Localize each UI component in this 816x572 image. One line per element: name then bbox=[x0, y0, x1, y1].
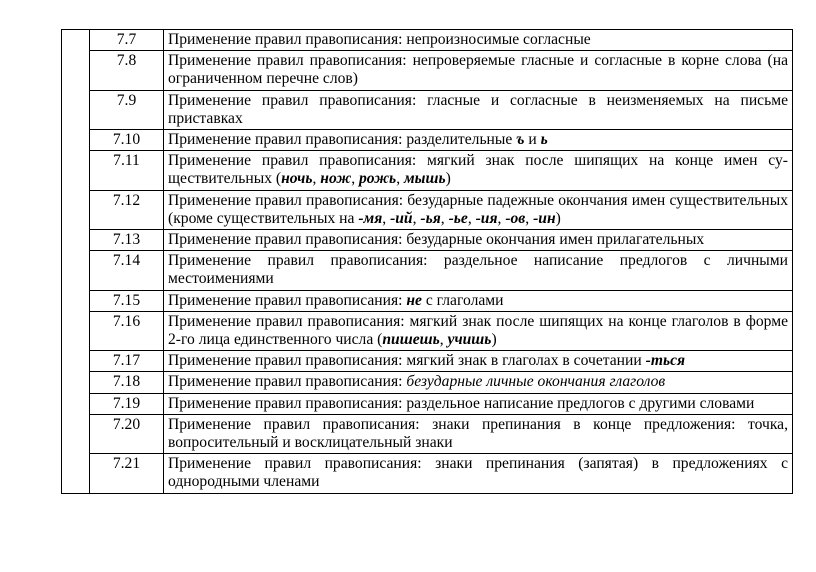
emphasized-text: -ье bbox=[448, 209, 468, 227]
emphasized-text: учишь bbox=[447, 331, 492, 349]
item-description bbox=[164, 130, 793, 151]
emphasized-text: рожь bbox=[359, 170, 397, 188]
description-text: , bbox=[467, 209, 476, 227]
description-text: Применение правил правописания: раздельное написание предлогов с другими словами bbox=[168, 394, 755, 412]
emphasized-text: -ия bbox=[475, 209, 498, 227]
description-text: , bbox=[497, 209, 506, 227]
description-text: и bbox=[524, 131, 541, 149]
table-row bbox=[62, 414, 793, 453]
table-row bbox=[62, 454, 793, 493]
description-text: Применение правил правописания: bbox=[168, 373, 407, 391]
item-number: 7.10 bbox=[90, 130, 164, 151]
item-number: 7.18 bbox=[90, 372, 164, 393]
emphasized-text: безударные личные окончания глаголов bbox=[406, 373, 666, 391]
table-row bbox=[62, 393, 793, 414]
item-number: 7.8 bbox=[90, 51, 164, 90]
description-text: Применение правил правописания: безударные падежные окончания имен существительных (кроме существительных на bbox=[168, 191, 788, 227]
description-text: , bbox=[382, 209, 391, 227]
description-text: Применение правил правописания: знаки препинания (запятая) в предложениях с однородными членами bbox=[168, 455, 788, 491]
emphasized-text: -ться bbox=[645, 352, 686, 370]
emphasized-text: -ов bbox=[505, 209, 526, 227]
table-row bbox=[62, 151, 793, 190]
description-text: с глаголами bbox=[421, 291, 504, 309]
table-row bbox=[62, 230, 793, 251]
description-text: Применение правил правописания: мягкий знак после шипящих на конце глаголов в форме 2-го лица единственного числа ( bbox=[168, 312, 788, 349]
description-text: ) bbox=[445, 170, 451, 188]
description-text: Применение правил правописания: знаки препинания в конце предложения: точка, вопросительный и восклицательный знаки bbox=[168, 415, 788, 452]
item-description bbox=[164, 151, 793, 190]
item-number: 7.17 bbox=[90, 351, 164, 372]
description-text: ) bbox=[491, 331, 497, 349]
table-row bbox=[62, 51, 793, 90]
item-number: 7.16 bbox=[90, 311, 164, 350]
emphasized-text: мышь bbox=[403, 170, 446, 188]
item-description bbox=[164, 230, 793, 251]
emphasized-text: нож bbox=[320, 170, 352, 188]
description-text: Применение правил правописания: гласные и согласные в неизменяемых на письме приставках bbox=[168, 91, 788, 127]
item-number: 7.14 bbox=[90, 251, 164, 290]
item-description bbox=[164, 454, 793, 493]
description-text: Применение правил правописания: безударные окончания имен прилагательных bbox=[168, 231, 705, 249]
description-text: Применение правил правописания: мягкий знак в глаголах в сочетании bbox=[168, 352, 646, 370]
emphasized-text: не bbox=[406, 291, 422, 309]
requirements-table bbox=[61, 29, 793, 494]
blank-column-cell bbox=[62, 30, 90, 494]
table-row bbox=[62, 251, 793, 290]
table-row bbox=[62, 90, 793, 129]
emphasized-text: -мя bbox=[358, 209, 383, 227]
description-text: Применение правил правописания: разделительные bbox=[168, 131, 517, 149]
item-description bbox=[164, 414, 793, 453]
item-number: 7.15 bbox=[90, 290, 164, 311]
item-description bbox=[164, 90, 793, 129]
emphasized-text: -ья bbox=[420, 209, 441, 227]
item-description bbox=[164, 30, 793, 51]
table-row bbox=[62, 351, 793, 372]
item-description bbox=[164, 351, 793, 372]
emphasized-text: ь bbox=[540, 131, 548, 149]
table-row bbox=[62, 372, 793, 393]
item-number: 7.9 bbox=[90, 90, 164, 129]
table-row bbox=[62, 30, 793, 51]
item-description bbox=[164, 251, 793, 290]
item-number: 7.13 bbox=[90, 230, 164, 251]
emphasized-text: ночь bbox=[281, 170, 313, 188]
emphasized-text: -ин bbox=[533, 209, 556, 227]
emphasized-text: пишешь bbox=[382, 331, 440, 349]
table-row bbox=[62, 190, 793, 229]
description-text: , bbox=[312, 170, 321, 188]
description-text: , bbox=[396, 170, 404, 188]
description-text: , bbox=[412, 209, 421, 227]
description-text: Применение правил правописания: bbox=[168, 291, 407, 309]
description-text: , bbox=[351, 170, 359, 188]
description-text: , bbox=[525, 209, 534, 227]
description-text: ) bbox=[555, 209, 561, 227]
description-text: Применение правил правописания: раздельное написание предлогов с личными местоимениями bbox=[168, 252, 788, 288]
table-row bbox=[62, 290, 793, 311]
item-description bbox=[164, 190, 793, 229]
item-number: 7.12 bbox=[90, 190, 164, 229]
requirements-table-body bbox=[62, 30, 793, 494]
table-row bbox=[62, 311, 793, 350]
item-description bbox=[164, 290, 793, 311]
item-number: 7.19 bbox=[90, 393, 164, 414]
description-text: Применение правил правописания: непроверяемые гласные и согласные в корне слова (на ограниченном перечне слов) bbox=[168, 52, 788, 88]
item-description bbox=[164, 393, 793, 414]
item-description bbox=[164, 51, 793, 90]
item-number: 7.11 bbox=[90, 151, 164, 190]
description-text: Применение правил правописания: мягкий знак после шипящих на конце имен существительных ( bbox=[168, 152, 788, 188]
item-number: 7.7 bbox=[90, 30, 164, 51]
description-text: , bbox=[439, 331, 448, 349]
emphasized-text: -ий bbox=[390, 209, 413, 227]
emphasized-text: ъ bbox=[516, 131, 525, 149]
description-text: Применение правил правописания: непроизносимые согласные bbox=[168, 31, 591, 48]
item-number: 7.21 bbox=[90, 454, 164, 493]
item-number: 7.20 bbox=[90, 414, 164, 453]
item-description bbox=[164, 372, 793, 393]
table-row bbox=[62, 130, 793, 151]
description-text: , bbox=[440, 209, 449, 227]
item-description bbox=[164, 311, 793, 350]
